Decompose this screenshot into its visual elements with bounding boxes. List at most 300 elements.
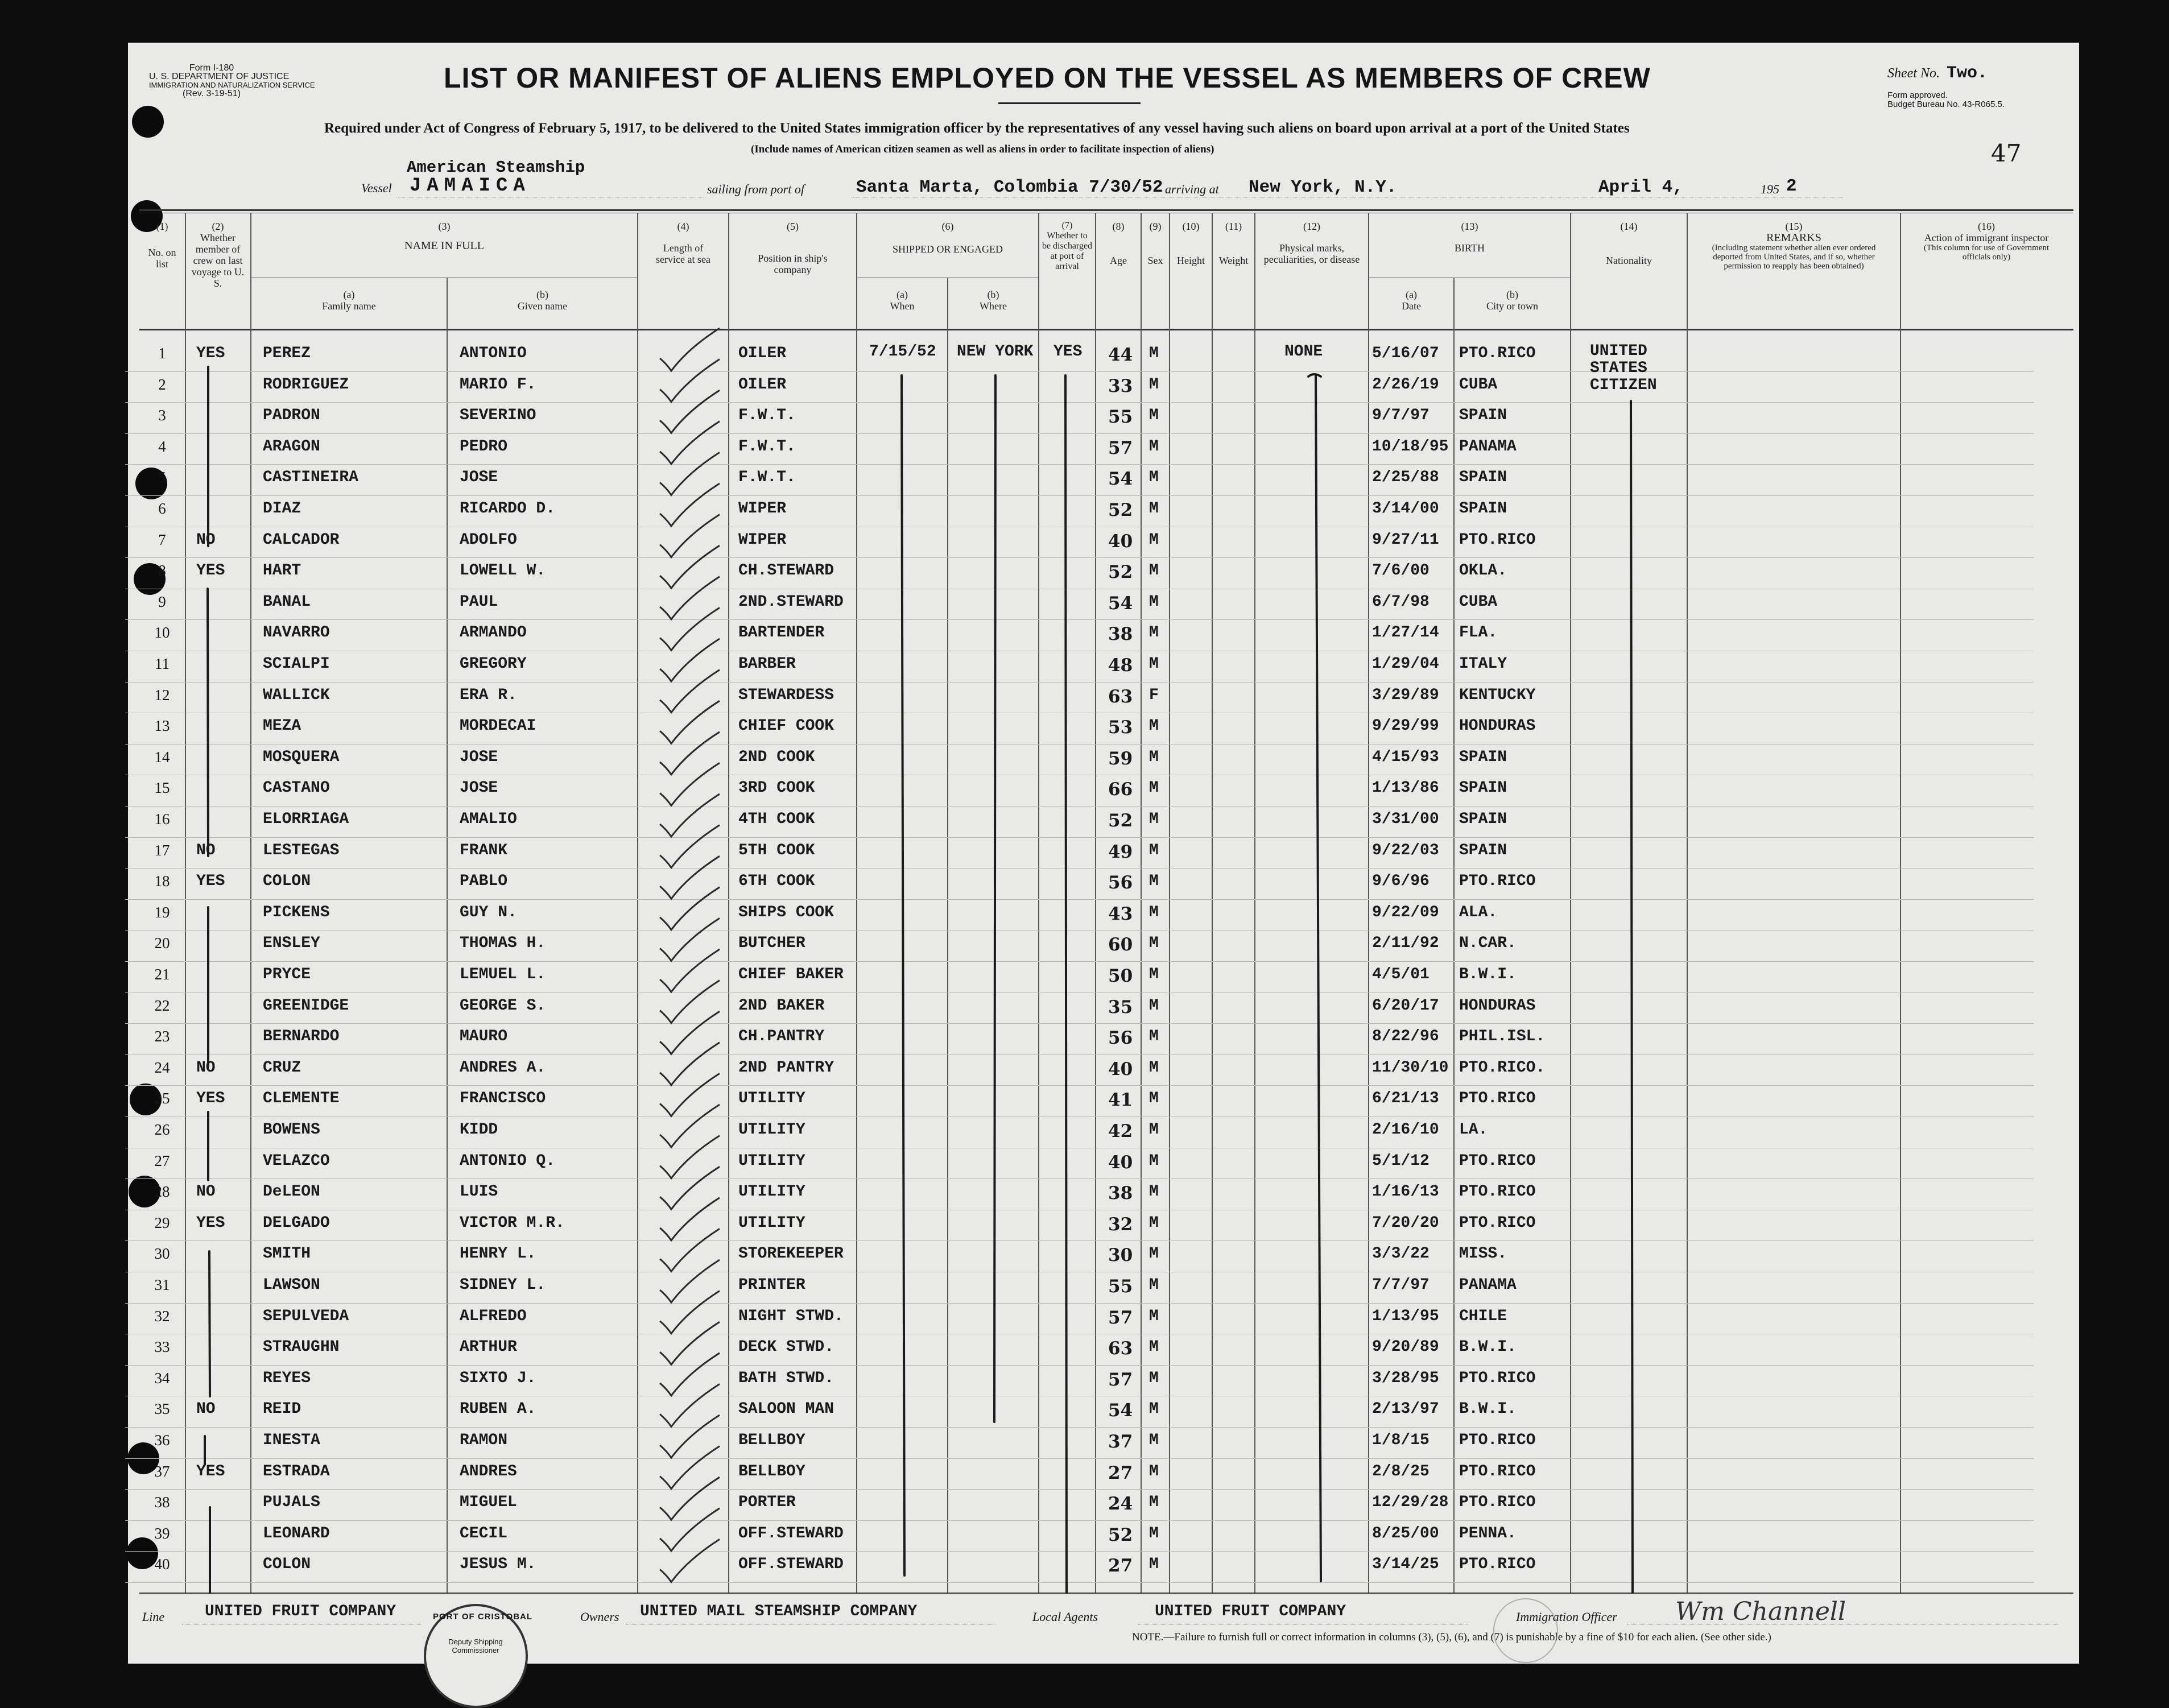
sex: M <box>1149 810 1159 828</box>
age: 63 <box>1108 686 1133 707</box>
sex: M <box>1149 934 1159 953</box>
given-name: ANTONIO Q. <box>460 1152 556 1170</box>
sex: M <box>1149 1245 1159 1263</box>
given-name: ERA R. <box>460 686 517 704</box>
age: 52 <box>1108 500 1133 520</box>
given-name: ANTONIO <box>460 345 527 362</box>
birth-date: 6/20/17 <box>1372 996 1439 1015</box>
given-name: JOSE <box>460 779 498 797</box>
age: 52 <box>1108 1524 1133 1545</box>
row-number: 13 <box>154 717 170 735</box>
birth-place: ITALY <box>1459 655 1507 673</box>
birth-date: 9/20/89 <box>1372 1338 1439 1357</box>
position: STEWARDESS <box>738 686 834 704</box>
prev-voyage: NO <box>196 531 216 549</box>
given-name: RICARDO D. <box>460 500 556 518</box>
prev-voyage: YES <box>196 1462 225 1480</box>
position: UTILITY <box>738 1152 805 1170</box>
position: F.W.T. <box>738 437 796 456</box>
age: 40 <box>1108 531 1133 552</box>
sex: M <box>1149 717 1159 735</box>
sex: M <box>1149 1338 1159 1357</box>
family-name: LAWSON <box>263 1276 320 1294</box>
family-name: MEZA <box>263 717 301 735</box>
family-name: VELAZCO <box>263 1152 330 1170</box>
col-10-header: (10) Height <box>1177 221 1205 266</box>
family-name: COLON <box>263 1556 311 1574</box>
family-name: COLON <box>263 872 311 891</box>
sex: M <box>1149 1556 1159 1574</box>
shipped-where: NEW YORK <box>957 343 1034 361</box>
row-number: 16 <box>154 810 170 828</box>
row-number: 17 <box>154 841 170 859</box>
birth-date: 2/26/19 <box>1372 375 1439 394</box>
row-number: 7 <box>158 531 166 548</box>
sex: M <box>1149 1307 1159 1325</box>
age: 43 <box>1108 903 1133 924</box>
given-name: RUBEN A. <box>460 1400 536 1418</box>
sex: M <box>1149 562 1159 580</box>
row-number: 15 <box>154 779 170 797</box>
age: 27 <box>1108 1462 1133 1483</box>
row-divider <box>125 1023 2034 1024</box>
birth-date: 3/3/22 <box>1372 1245 1430 1263</box>
prev-voyage: NO <box>196 1058 216 1077</box>
family-name: ENSLEY <box>263 934 320 953</box>
row-divider <box>125 1458 2034 1459</box>
sex: M <box>1149 1400 1159 1418</box>
row-number: 2 <box>158 375 166 393</box>
sex: M <box>1149 996 1159 1015</box>
family-name: CASTINEIRA <box>263 469 359 487</box>
position: CH.STEWARD <box>738 562 834 580</box>
row-number: 11 <box>155 655 170 672</box>
given-name: PEDRO <box>460 437 508 456</box>
age: 32 <box>1108 1214 1133 1235</box>
family-name: PUJALS <box>263 1494 320 1512</box>
sex: M <box>1149 841 1159 859</box>
age: 35 <box>1108 996 1133 1018</box>
age: 40 <box>1108 1152 1133 1173</box>
row-number: 23 <box>154 1028 170 1045</box>
position: BUTCHER <box>738 934 805 953</box>
officer-label: Immigration Officer <box>1516 1610 1617 1624</box>
sex: M <box>1149 437 1159 456</box>
birth-date: 5/16/07 <box>1372 345 1439 362</box>
row-number: 3 <box>158 407 166 424</box>
given-name: JOSE <box>460 748 498 766</box>
family-name: ARAGON <box>263 437 320 456</box>
row-number: 22 <box>154 996 170 1014</box>
position: UTILITY <box>738 1183 805 1201</box>
col-6a-header: (a) When <box>890 289 915 312</box>
position: BELLBOY <box>738 1462 805 1480</box>
given-name: MAURO <box>460 1028 508 1046</box>
col-7-header: (7) Whether to be discharged at port of arrival <box>1042 221 1093 271</box>
age: 38 <box>1108 624 1133 645</box>
row-divider <box>125 1582 2034 1583</box>
age: 54 <box>1108 469 1133 490</box>
position: DECK STWD. <box>738 1338 834 1357</box>
col-6b-header: (b) Where <box>980 289 1007 312</box>
birth-place: MISS. <box>1459 1245 1507 1263</box>
family-name: DeLEON <box>263 1183 320 1201</box>
position: OILER <box>738 375 787 394</box>
position: 5TH COOK <box>738 841 815 859</box>
row-number: 8 <box>158 562 166 580</box>
birth-date: 3/14/00 <box>1372 500 1439 518</box>
birth-place: ALA. <box>1459 903 1498 921</box>
row-number: 19 <box>154 903 170 921</box>
line-label: Line <box>142 1610 165 1624</box>
age: 33 <box>1108 375 1133 396</box>
nationality: UNITED STATES CITIZEN <box>1590 342 1657 394</box>
birth-date: 9/29/99 <box>1372 717 1439 735</box>
given-name: ARTHUR <box>460 1338 517 1357</box>
row-divider <box>125 1520 2034 1521</box>
given-name: ANDRES <box>460 1462 517 1480</box>
sex: M <box>1149 1121 1159 1139</box>
row-divider <box>125 433 2034 434</box>
row-divider <box>125 495 2034 496</box>
birth-place: PANAMA <box>1459 437 1517 456</box>
birth-place: SPAIN <box>1459 469 1507 487</box>
family-name: BOWENS <box>263 1121 320 1139</box>
age: 56 <box>1108 872 1133 894</box>
given-name: LUIS <box>460 1183 498 1201</box>
position: PRINTER <box>738 1276 805 1294</box>
row-divider <box>125 1085 2034 1086</box>
age: 54 <box>1108 593 1133 614</box>
birth-place: PTO.RICO <box>1459 1183 1536 1201</box>
position: BARTENDER <box>738 624 825 642</box>
position: F.W.T. <box>738 469 796 487</box>
age: 38 <box>1108 1183 1133 1204</box>
col-3a-header: (a) Family name <box>322 289 376 312</box>
col-15-header: (15) REMARKS (Including statement whether alien ever ordered deported from United States, and if so, whether permission to reapply has been obtained) <box>1712 221 1876 271</box>
age: 59 <box>1108 748 1133 769</box>
position: OFF.STEWARD <box>738 1524 844 1542</box>
col-8-header: (8) Age <box>1110 221 1127 266</box>
punch-hole <box>132 106 164 138</box>
birth-date: 4/5/01 <box>1372 966 1430 983</box>
family-name: INESTA <box>263 1432 320 1449</box>
col-13-header: (13) BIRTH <box>1455 221 1485 254</box>
row-number: 24 <box>154 1058 170 1076</box>
position: BATH STWD. <box>738 1369 834 1387</box>
row-divider <box>125 371 2034 372</box>
sex: M <box>1149 624 1159 642</box>
row-divider <box>125 682 2034 683</box>
row-number: 18 <box>154 872 170 890</box>
row-number: 25 <box>154 1090 170 1107</box>
age: 50 <box>1108 966 1133 986</box>
birth-place: PENNA. <box>1459 1524 1517 1542</box>
row-number: 40 <box>154 1556 170 1573</box>
sex: M <box>1149 966 1159 983</box>
prev-voyage: NO <box>196 1183 216 1201</box>
given-name: GUY N. <box>460 903 517 921</box>
sex: M <box>1149 1276 1159 1294</box>
age: 53 <box>1108 717 1133 738</box>
birth-place: PTO.RICO <box>1459 872 1536 891</box>
birth-date: 7/20/20 <box>1372 1214 1439 1232</box>
birth-place: LA. <box>1459 1121 1488 1139</box>
subtitle-note: (Include names of American citizen seamen as well as aliens in order to facilitate inspection of aliens) <box>751 143 1214 155</box>
row-number: 9 <box>158 593 166 610</box>
row-number: 34 <box>154 1369 170 1387</box>
col-16-header: (16) Action of immigrant inspector (This column for use of Government officials only) <box>1923 221 2050 262</box>
given-name: ALFREDO <box>460 1307 527 1325</box>
row-number: 31 <box>154 1276 170 1293</box>
row-number: 27 <box>154 1152 170 1169</box>
row-number: 10 <box>154 624 170 642</box>
col-3-header: (3) NAME IN FULL <box>404 221 484 252</box>
row-number: 30 <box>154 1245 170 1263</box>
position: CHIEF COOK <box>738 717 834 735</box>
position: BARBER <box>738 655 796 673</box>
position: BELLBOY <box>738 1432 805 1449</box>
birth-place: B.W.I. <box>1459 1338 1517 1357</box>
given-name: GEORGE S. <box>460 996 546 1015</box>
sex: F <box>1149 686 1159 704</box>
row-number: 12 <box>154 686 170 704</box>
row-number: 20 <box>154 934 170 952</box>
row-divider <box>125 837 2034 838</box>
family-name: STRAUGHN <box>263 1338 340 1357</box>
position: SALOON MAN <box>738 1400 834 1418</box>
table-top-rule <box>139 209 2073 211</box>
birth-date: 2/25/88 <box>1372 469 1439 487</box>
sex: M <box>1149 779 1159 797</box>
family-name: LESTEGAS <box>263 841 340 859</box>
row-number: 26 <box>154 1121 170 1138</box>
birth-date: 6/7/98 <box>1372 593 1430 611</box>
birth-date: 7/7/97 <box>1372 1276 1430 1294</box>
owners-value: UNITED MAIL STEAMSHIP COMPANY <box>640 1603 918 1620</box>
age: 57 <box>1108 1369 1133 1390</box>
position: 2ND COOK <box>738 748 815 766</box>
row-divider <box>125 402 2034 403</box>
page-title: LIST OR MANIFEST OF ALIENS EMPLOYED ON THE VESSEL AS MEMBERS OF CREW <box>444 62 1651 94</box>
birth-place: B.W.I. <box>1459 1400 1517 1418</box>
age: 37 <box>1108 1432 1133 1452</box>
position: OFF.STEWARD <box>738 1556 844 1574</box>
row-divider <box>125 1054 2034 1055</box>
birth-place: PTO.RICO <box>1459 1462 1536 1480</box>
shipped-when: 7/15/52 <box>869 343 936 361</box>
given-name: VICTOR M.R. <box>460 1214 565 1232</box>
birth-date: 2/16/10 <box>1372 1121 1439 1139</box>
sex: M <box>1149 345 1159 362</box>
position: OILER <box>738 345 787 362</box>
age: 30 <box>1108 1245 1133 1266</box>
vessel-name: JAMAICA <box>410 175 531 197</box>
birth-place: PHIL.ISL. <box>1459 1028 1546 1046</box>
family-name: DELGADO <box>263 1214 330 1232</box>
col-4-header: (4) Length of service at sea <box>656 221 710 265</box>
sex: M <box>1149 1058 1159 1077</box>
birth-date: 2/8/25 <box>1372 1462 1430 1480</box>
row-divider <box>125 868 2034 869</box>
birth-date: 1/13/95 <box>1372 1307 1439 1325</box>
birth-place: B.W.I. <box>1459 966 1517 983</box>
given-name: LEMUEL L. <box>460 966 546 983</box>
prev-voyage: YES <box>196 1214 225 1232</box>
given-name: JESUS M. <box>460 1556 536 1574</box>
given-name: ANDRES A. <box>460 1058 546 1077</box>
age: 55 <box>1108 407 1133 428</box>
col-5-header: (5) Position in ship's company <box>758 221 828 275</box>
sheet-number: Sheet No. Two. <box>1887 64 1988 83</box>
age: 41 <box>1108 1090 1133 1111</box>
given-name: AMALIO <box>460 810 517 828</box>
row-divider <box>125 557 2034 558</box>
sex: M <box>1149 655 1159 673</box>
age: 40 <box>1108 1058 1133 1080</box>
sailing-label: sailing from port of <box>707 182 804 196</box>
birth-date: 10/18/95 <box>1372 437 1449 456</box>
prev-voyage: YES <box>196 562 225 580</box>
sailing-port: Santa Marta, Colombia 7/30/52 <box>856 177 1163 197</box>
birth-date: 3/28/95 <box>1372 1369 1439 1387</box>
position: UTILITY <box>738 1214 805 1232</box>
manifest-sheet <box>128 43 2079 1664</box>
birth-place: PTO.RICO <box>1459 1090 1536 1108</box>
row-number: 36 <box>154 1432 170 1449</box>
sex: M <box>1149 1152 1159 1170</box>
row-number: 1 <box>158 345 166 362</box>
birth-place: HONDURAS <box>1459 717 1536 735</box>
form-id: Form I-180 U. S. DEPARTMENT OF JUSTICE IMMIGRATION AND NATURALIZATION SERVICE (Rev. 3-19-51) <box>149 63 315 98</box>
footer-note: NOTE.—Failure to furnish full or correct information in columns (3), (5), (6), and (7) is punishable by a fine of $10 for each alien. (See other side.) <box>1132 1631 1771 1643</box>
birth-place: CUBA <box>1459 593 1498 611</box>
age: 42 <box>1108 1121 1133 1142</box>
birth-place: SPAIN <box>1459 779 1507 797</box>
position: STOREKEEPER <box>738 1245 844 1263</box>
family-name: REYES <box>263 1369 311 1387</box>
sex: M <box>1149 1183 1159 1201</box>
birth-place: PTO.RICO <box>1459 1369 1536 1387</box>
header-bottom-rule <box>139 329 2073 330</box>
birth-date: 8/22/96 <box>1372 1028 1439 1046</box>
age: 60 <box>1108 934 1133 956</box>
given-name: MORDECAI <box>460 717 536 735</box>
agents-label: Local Agents <box>1032 1610 1098 1624</box>
sex: M <box>1149 1524 1159 1542</box>
birth-date: 2/13/97 <box>1372 1400 1439 1418</box>
sex: M <box>1149 1369 1159 1387</box>
given-name: FRANK <box>460 841 508 859</box>
row-number: 4 <box>158 437 166 455</box>
age: 27 <box>1108 1556 1133 1577</box>
birth-date: 9/7/97 <box>1372 407 1430 425</box>
col-1-header: (1) No. on list <box>148 221 176 270</box>
given-name: THOMAS H. <box>460 934 546 953</box>
row-number: 6 <box>158 500 166 517</box>
discharged-value: YES <box>1053 343 1083 361</box>
row-number: 38 <box>154 1494 170 1511</box>
row-divider <box>125 899 2034 900</box>
line-value: UNITED FRUIT COMPANY <box>205 1603 396 1620</box>
row-divider <box>125 744 2034 745</box>
row-number: 32 <box>154 1307 170 1325</box>
row-number: 37 <box>154 1462 170 1480</box>
age: 44 <box>1108 345 1133 365</box>
family-name: SMITH <box>263 1245 311 1263</box>
family-name: ELORRIAGA <box>263 810 349 828</box>
year-value: 2 <box>1786 176 1797 196</box>
age: 57 <box>1108 1307 1133 1328</box>
family-name: GREENIDGE <box>263 996 349 1015</box>
port-stamp: PORT OF CRISTOBAL Deputy Shipping Commissioner <box>424 1604 528 1708</box>
year-label: 195 <box>1761 182 1779 196</box>
birth-place: PTO.RICO. <box>1459 1058 1546 1077</box>
birth-date: 1/16/13 <box>1372 1183 1439 1201</box>
given-name: SEVERINO <box>460 407 536 425</box>
row-number: 39 <box>154 1524 170 1542</box>
position: 2ND.STEWARD <box>738 593 844 611</box>
sex: M <box>1149 748 1159 766</box>
sex: M <box>1149 1462 1159 1480</box>
given-name: PAUL <box>460 593 498 611</box>
sex: M <box>1149 903 1159 921</box>
given-name: RAMON <box>460 1432 508 1449</box>
position: PORTER <box>738 1494 796 1512</box>
given-name: LOWELL W. <box>460 562 546 580</box>
prev-voyage: YES <box>196 1090 225 1108</box>
row-number: 33 <box>154 1338 170 1356</box>
age: 57 <box>1108 437 1133 458</box>
col-12-header: (12) Physical marks, peculiarities, or disease <box>1263 221 1360 265</box>
row-divider <box>125 619 2034 620</box>
row-divider <box>125 1489 2034 1490</box>
row-number: 35 <box>154 1400 170 1418</box>
prev-voyage: NO <box>196 1400 216 1418</box>
sex: M <box>1149 407 1159 425</box>
col-14-header: (14) Nationality <box>1606 221 1652 266</box>
col-13b-header: (b) City or town <box>1486 289 1538 312</box>
position: UTILITY <box>738 1121 805 1139</box>
given-name: ADOLFO <box>460 531 517 549</box>
given-name: MIGUEL <box>460 1494 517 1512</box>
birth-date: 7/6/00 <box>1372 562 1430 580</box>
family-name: ESTRADA <box>263 1462 330 1480</box>
birth-date: 1/8/15 <box>1372 1432 1430 1449</box>
sex: M <box>1149 593 1159 611</box>
birth-date: 4/15/93 <box>1372 748 1439 766</box>
agents-value: UNITED FRUIT COMPANY <box>1155 1603 1346 1620</box>
row-divider <box>125 1178 2034 1179</box>
age: 66 <box>1108 779 1133 800</box>
birth-date: 2/11/92 <box>1372 934 1439 953</box>
row-number: 5 <box>158 469 166 486</box>
birth-place: KENTUCKY <box>1459 686 1536 704</box>
row-divider <box>125 1240 2034 1241</box>
prev-voyage: NO <box>196 841 216 859</box>
birth-place: PTO.RICO <box>1459 1214 1536 1232</box>
given-name: SIXTO J. <box>460 1369 536 1387</box>
sex: M <box>1149 1214 1159 1232</box>
age: 54 <box>1108 1400 1133 1421</box>
position: WIPER <box>738 531 787 549</box>
birth-date: 8/25/00 <box>1372 1524 1439 1542</box>
birth-place: HONDURAS <box>1459 996 1536 1015</box>
age: 49 <box>1108 841 1133 862</box>
col-2-header: (2) Whether member of crew on last voyage to U. S. <box>191 221 245 289</box>
row-divider <box>125 1551 2034 1552</box>
family-name: CRUZ <box>263 1058 301 1077</box>
